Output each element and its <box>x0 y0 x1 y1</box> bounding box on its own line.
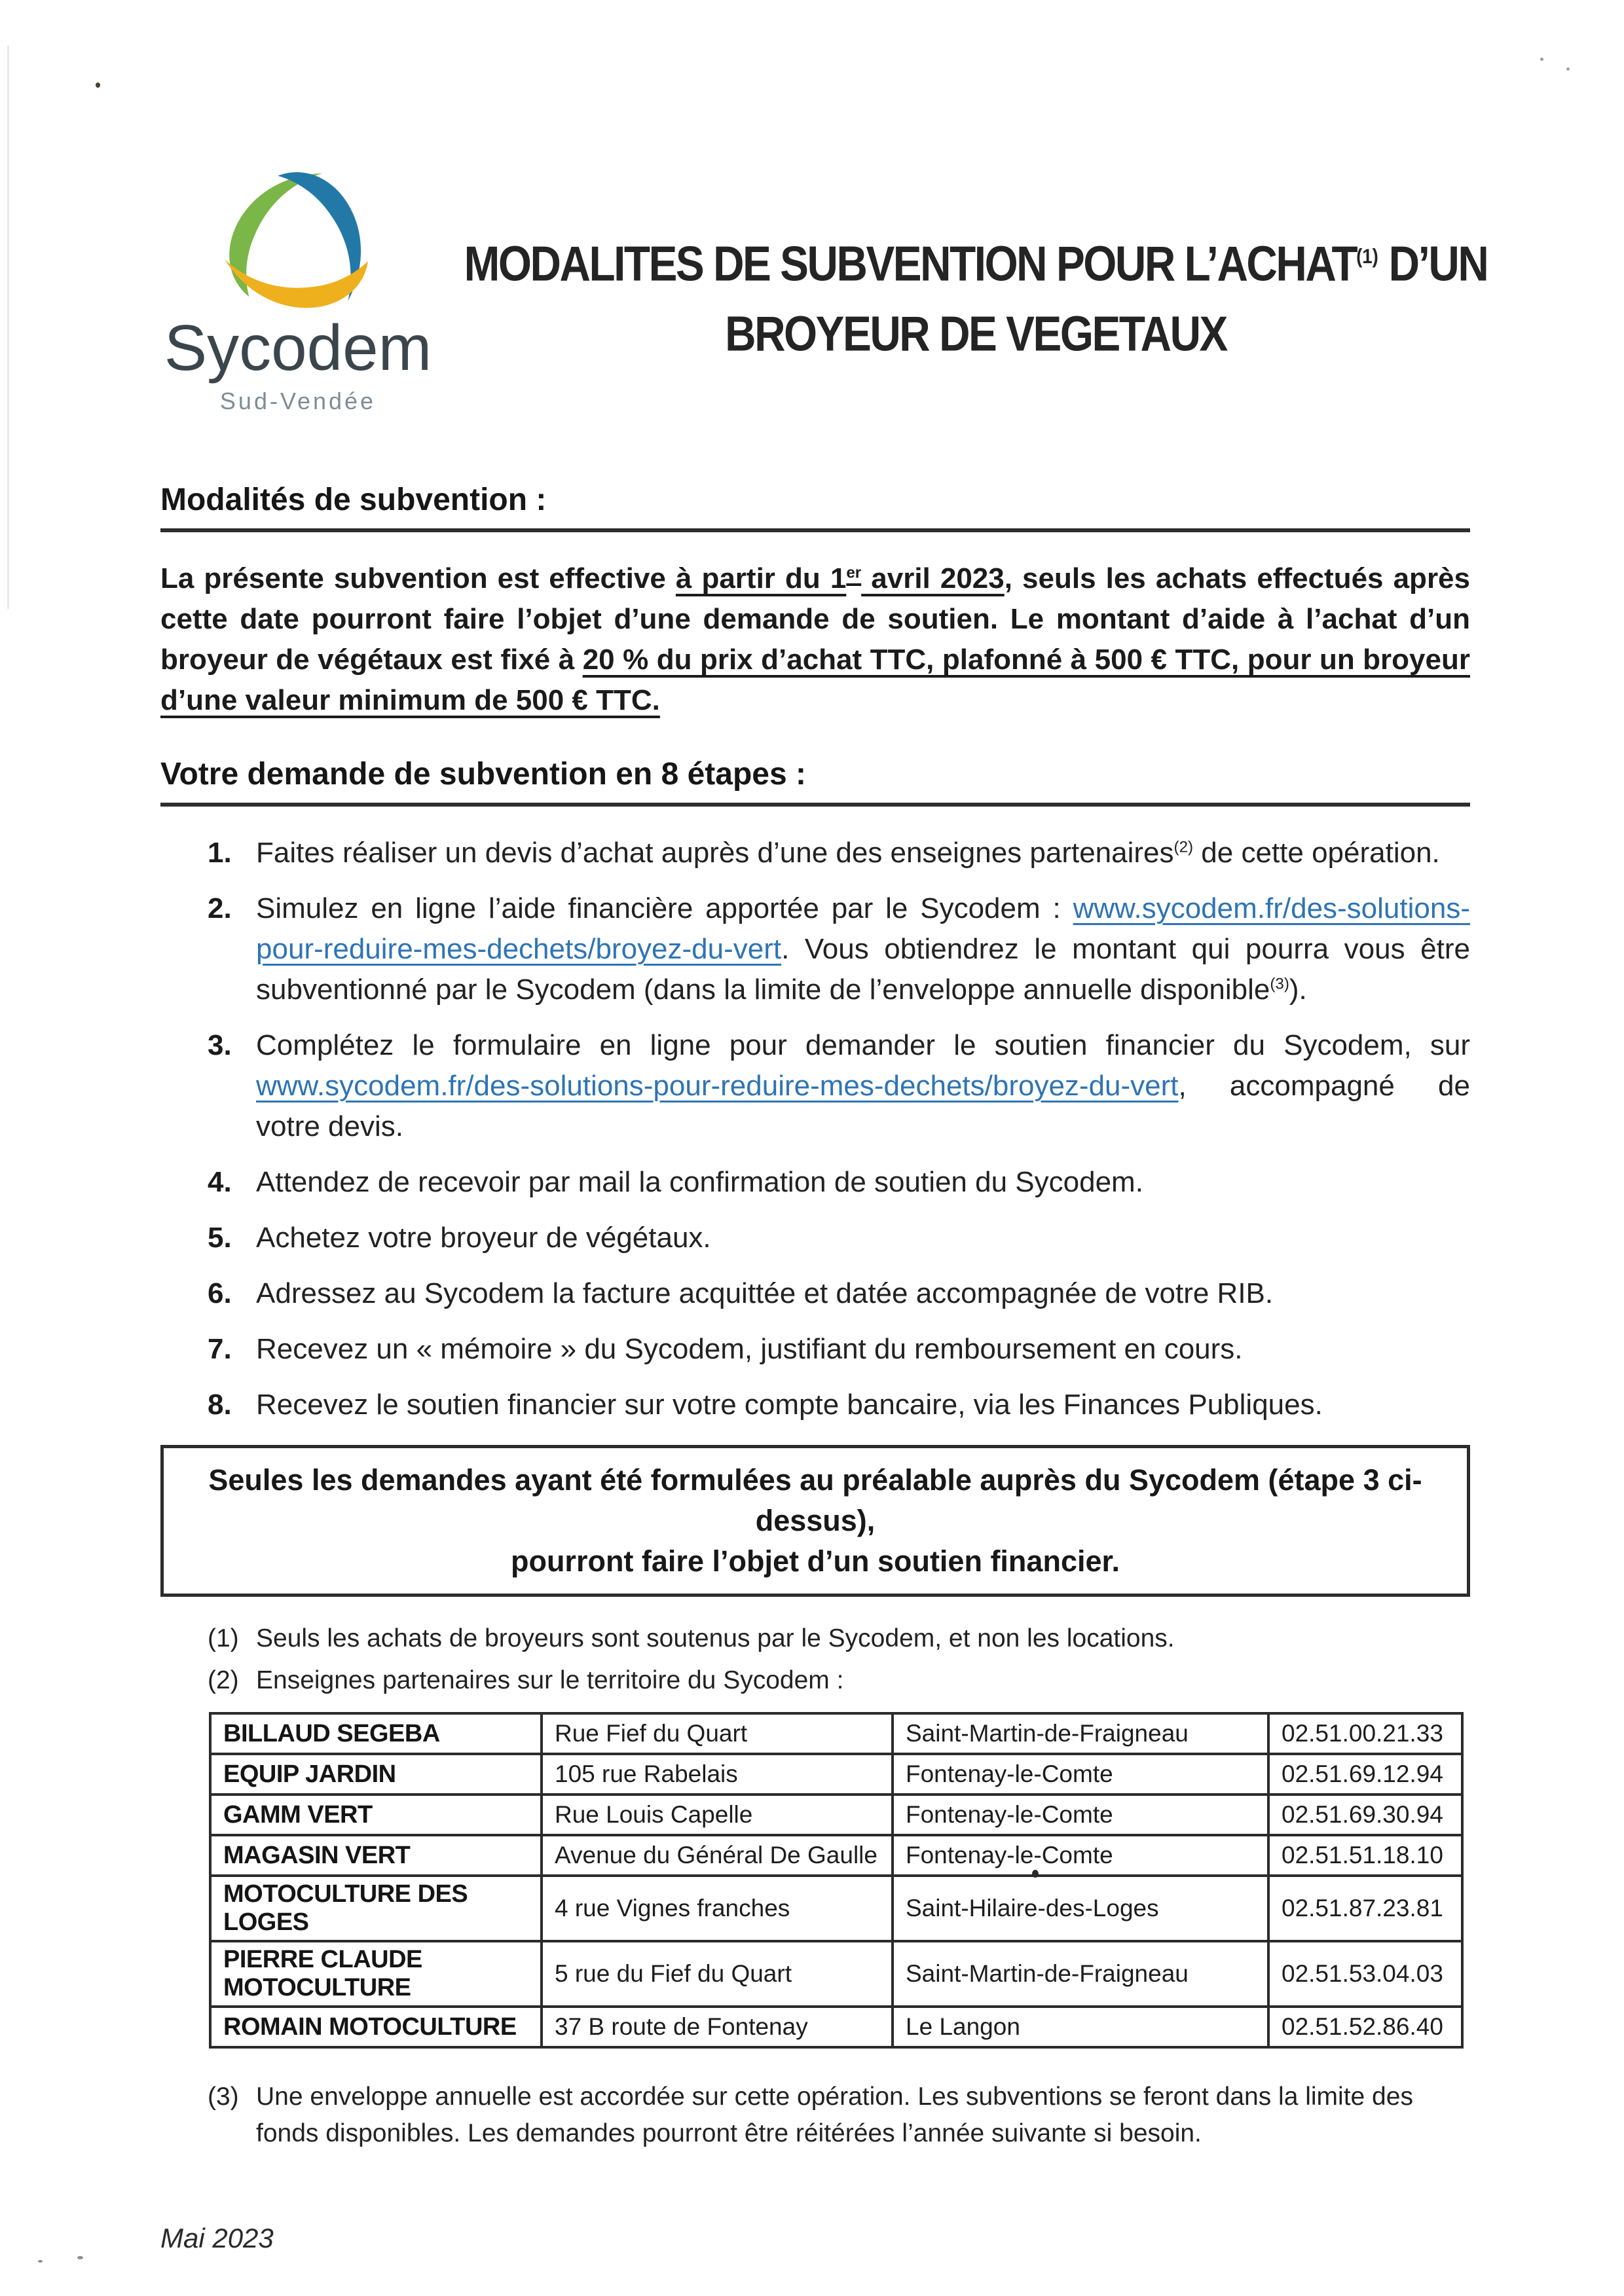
footnote-number: (2) <box>208 1666 239 1694</box>
step-text <box>256 1329 1470 1370</box>
step-text <box>256 1025 1470 1147</box>
partner-address: Rue Fief du Quart <box>542 1713 893 1754</box>
partner-city: Saint-Hilaire-des-Loges <box>893 1876 1268 1941</box>
text-segment: à partir du 1 <box>675 562 847 594</box>
text-segment: Attendez de recevoir par mail la confirmation de soutien du Sycodem. <box>256 1166 1143 1198</box>
step-number: 5. <box>208 1222 232 1254</box>
logo-region-text: Sud-Vendée <box>219 388 377 414</box>
text-segment: (3) <box>1270 975 1289 993</box>
footnotes <box>160 1620 1470 1699</box>
step-item <box>160 1162 1470 1203</box>
text-segment: Complétez le formulaire en ligne pour demander le soutien financier du Sycodem, sur <box>256 1029 1470 1061</box>
document-title <box>432 236 1519 362</box>
step-item <box>160 1218 1470 1258</box>
text-segment: er <box>846 564 862 582</box>
step-number: 3. <box>208 1029 232 1061</box>
footer-date: Mai 2023 <box>160 2223 274 2253</box>
scan-dot-artifact <box>77 2256 83 2259</box>
sycodem-logo-swirl-icon <box>215 168 382 321</box>
text-segment: avril 2023 <box>861 562 1005 594</box>
partner-address: 105 rue Rabelais <box>542 1754 893 1795</box>
notice-box-line1: Seules les demandes ayant été formulées au préalable auprès du Sycodem (étape 3 ci-dessus), <box>208 1463 1422 1537</box>
step-number: 8. <box>208 1389 232 1421</box>
text-segment: Adressez au Sycodem la facture acquittée et datée accompagnée de votre RIB. <box>256 1277 1274 1309</box>
footnote-text: Enseignes partenaires sur le territoire du Sycodem : <box>256 1666 844 1694</box>
partner-phone: 02.51.87.23.81 <box>1268 1876 1462 1941</box>
step-item <box>160 1025 1470 1147</box>
text-segment: , accompagné de votre devis. <box>256 1070 1470 1142</box>
scan-dot-artifact <box>1540 58 1543 61</box>
text-segment: 20 % du prix d’achat TTC, plafonné à 500 € TTC, pour un broyeur d’une valeur minimum de 500 € TTC. <box>160 644 1470 716</box>
step-item <box>160 888 1470 1010</box>
partner-name: MOTOCULTURE DES LOGES <box>210 1876 542 1941</box>
document-title-line2: BROYEUR DE VEGETAUX <box>725 306 1227 362</box>
partner-city: Saint-Martin-de-Fraigneau <box>893 1941 1268 2007</box>
text-segment: de cette opération. <box>1193 837 1440 869</box>
step-item <box>160 833 1470 873</box>
step-number: 1. <box>208 837 232 869</box>
step-text <box>256 833 1470 873</box>
footnote-item <box>160 1662 1470 1699</box>
partner-address: Rue Louis Capelle <box>542 1795 893 1835</box>
logo-brand-text: Sycodem <box>164 312 432 384</box>
partner-address: 5 rue du Fief du Quart <box>542 1941 893 2007</box>
partner-name: GAMM VERT <box>210 1795 542 1835</box>
step-number: 4. <box>208 1166 232 1198</box>
document-body <box>160 482 1470 2254</box>
partner-address: 4 rue Vignes franches <box>542 1876 893 1941</box>
sycodem-url-link[interactable]: www.sycodem.fr/des-solutions-pour-reduire-mes-dechets/broyez-du-vert <box>256 1070 1179 1102</box>
footnote-text: Seuls les achats de broyeurs sont soutenus par le Sycodem, et non les locations. <box>256 1624 1175 1652</box>
step-number: 7. <box>208 1333 232 1365</box>
partner-name: MAGASIN VERT <box>210 1835 542 1876</box>
partner-address: 37 B route de Fontenay <box>542 2007 893 2047</box>
partner-phone: 02.51.53.04.03 <box>1268 1941 1462 2007</box>
scan-edge-artifact <box>7 46 9 609</box>
partner-phone: 02.51.00.21.33 <box>1268 1713 1462 1754</box>
step-item <box>160 1329 1470 1370</box>
step-item <box>160 1385 1470 1425</box>
partners-table <box>209 1712 1464 2049</box>
partner-name: BILLAUD SEGEBA <box>210 1713 542 1754</box>
text-segment: Recevez le soutien financier sur votre compte bancaire, via les Finances Publiques. <box>256 1389 1323 1421</box>
footnote-number: (1) <box>208 1624 239 1652</box>
partner-phone: 02.51.51.18.10 <box>1268 1835 1462 1876</box>
partner-name: ROMAIN MOTOCULTURE <box>210 2007 542 2047</box>
table-row <box>210 1835 1462 1876</box>
footnote-3 <box>160 2079 1470 2152</box>
title-footnote-marker: (1) <box>1356 245 1378 268</box>
steps-list <box>160 833 1470 1425</box>
table-row <box>210 1713 1462 1754</box>
partner-name: PIERRE CLAUDE MOTOCULTURE <box>210 1941 542 2007</box>
notice-box <box>160 1445 1470 1597</box>
section-heading-etapes: Votre demande de subvention en 8 étapes : <box>160 756 1470 807</box>
partner-city: Le Langon <box>893 2007 1268 2047</box>
document-title-line1: MODALITES DE SUBVENTION POUR L’ACHAT$^{(1)}$ D’UN <box>464 236 1488 292</box>
scan-dot-artifact <box>1566 67 1570 71</box>
section-heading-modalites: Modalités de subvention : <box>160 482 1470 532</box>
partner-phone: 02.51.69.30.94 <box>1268 1795 1462 1835</box>
text-segment: Achetez votre broyeur de végétaux. <box>256 1222 711 1254</box>
text-segment: Faites réaliser un devis d’achat auprès d’une des enseignes partenaires <box>256 837 1174 869</box>
scan-dot-artifact <box>38 2260 43 2263</box>
table-row <box>210 1941 1462 2007</box>
step-text <box>256 888 1470 1010</box>
step-item <box>160 1273 1470 1314</box>
text-segment: Simulez en ligne l’aide financière apportée par le Sycodem : <box>256 892 1073 924</box>
text-segment: . Vous obtiendrez le montant qui pourra vous être subventionné par le Sycodem (dans la limite de l’enveloppe annuelle disponible <box>256 933 1470 1006</box>
step-number: 6. <box>208 1277 232 1309</box>
partner-city: Fontenay-le-Comte <box>893 1795 1268 1835</box>
partner-city: Fontenay-le-Comte <box>893 1835 1268 1876</box>
partner-city: Fontenay-le-Comte <box>893 1754 1268 1795</box>
step-text <box>256 1162 1470 1203</box>
text-segment: La présente subvention est effective <box>160 562 676 594</box>
partner-name: EQUIP JARDIN <box>210 1754 542 1795</box>
sycodem-url-link[interactable]: www.sycodem.fr/des-solutions-pour-reduire-mes-dechets/broyez-du-vert <box>256 892 1470 965</box>
sycodem-logo <box>154 168 442 415</box>
footnote-item <box>160 1620 1470 1657</box>
notice-box-line2: pourront faire l’objet d’un soutien financier. <box>510 1544 1120 1578</box>
table-row <box>210 1876 1462 1941</box>
table-row <box>210 1754 1462 1795</box>
partner-address: Avenue du Général De Gaulle <box>542 1835 893 1876</box>
partner-city: Saint-Martin-de-Fraigneau <box>893 1713 1268 1754</box>
text-segment: Recevez un « mémoire » du Sycodem, justifiant du remboursement en cours. <box>256 1333 1243 1365</box>
step-number: 2. <box>208 892 232 924</box>
partner-phone: 02.51.69.12.94 <box>1268 1754 1462 1795</box>
intro-paragraph <box>160 558 1470 721</box>
partner-phone: 02.51.52.86.40 <box>1268 2007 1462 2047</box>
table-row <box>210 1795 1462 1835</box>
step-text <box>256 1218 1470 1258</box>
text-segment: ). <box>1289 974 1307 1006</box>
step-text <box>256 1273 1470 1314</box>
scan-dot-artifact <box>96 82 100 88</box>
text-segment: (2) <box>1173 838 1194 856</box>
table-row <box>210 2007 1462 2047</box>
footnote-number: (3) <box>208 2083 239 2111</box>
step-text <box>256 1385 1470 1425</box>
text-segment: , seuls les achats effectués après cette date pourront faire l’objet d’une demande de soutien. Le montant d’aide à l’achat d’un broyeur de végétaux est fixé à <box>160 562 1471 676</box>
footnote-text: Une enveloppe annuelle est accordée sur cette opération. Les subventions se feront dans la limite des fonds disponibles. Les demandes pourront être réitérées l’année suivante si besoin. <box>256 2083 1413 2147</box>
